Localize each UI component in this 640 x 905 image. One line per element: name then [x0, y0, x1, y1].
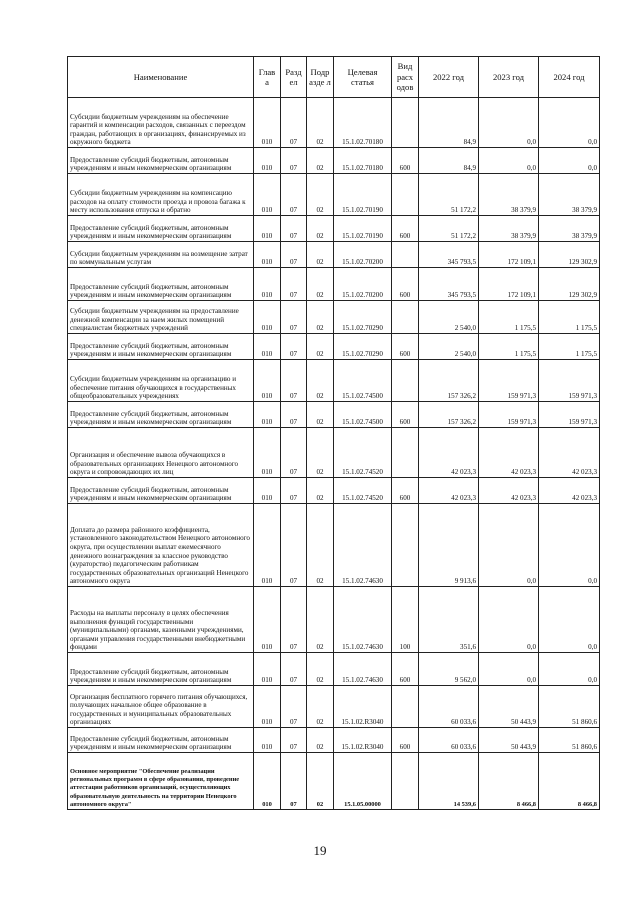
cell-podrazdel: 02	[307, 242, 334, 268]
cell-target: 15.1.05.00000	[334, 753, 392, 810]
cell-glava: 010	[254, 301, 281, 334]
cell-razdel: 07	[281, 402, 307, 428]
cell-y2022: 157 326,2	[419, 402, 479, 428]
table-row	[68, 174, 600, 216]
cell-y2024: 159 971,3	[539, 360, 600, 402]
cell-target: 15.1.02.74500	[334, 402, 392, 428]
cell-y2022: 42 023,3	[419, 428, 479, 478]
cell-podrazdel: 02	[307, 216, 334, 242]
cell-y2024: 129 302,9	[539, 268, 600, 301]
budget-table	[67, 56, 600, 810]
page-number: 19	[313, 843, 327, 858]
cell-podrazdel: 02	[307, 301, 334, 334]
cell-y2023: 1 175,5	[479, 334, 539, 360]
cell-podrazdel: 02	[307, 478, 334, 504]
cell-y2024: 38 379,9	[539, 174, 600, 216]
cell-razdel: 07	[281, 98, 307, 148]
cell-y2024: 159 971,3	[539, 402, 600, 428]
cell-vid: 600	[392, 148, 419, 174]
header-target: Целевая статья	[334, 57, 392, 98]
cell-y2022: 351,6	[419, 587, 479, 653]
cell-y2022: 51 172,2	[419, 174, 479, 216]
cell-razdel: 07	[281, 587, 307, 653]
table-row	[68, 478, 600, 504]
cell-target: 15.1.02.70200	[334, 242, 392, 268]
cell-name: Предоставление субсидий бюджетным, автономным учреждениям и иным некоммерческим организациям	[68, 402, 254, 428]
cell-name: Предоставление субсидий бюджетным, автономным учреждениям и иным некоммерческим организациям	[68, 478, 254, 504]
cell-glava: 010	[254, 98, 281, 148]
cell-vid	[392, 686, 419, 728]
cell-podrazdel: 02	[307, 728, 334, 753]
cell-target: 15.1.02.70290	[334, 334, 392, 360]
cell-glava: 010	[254, 504, 281, 587]
cell-razdel: 07	[281, 174, 307, 216]
cell-y2023: 0,0	[479, 148, 539, 174]
cell-name: Субсидии бюджетным учреждениям на обеспечение гарантий и компенсации расходов, связанных с переездом граждан, работающих в организациях, финансируемых из окружного бюджета	[68, 98, 254, 148]
cell-razdel: 07	[281, 148, 307, 174]
cell-name: Субсидии бюджетным учреждениям на возмещение затрат по коммунальным услугам	[68, 242, 254, 268]
cell-glava: 010	[254, 360, 281, 402]
cell-podrazdel: 02	[307, 428, 334, 478]
cell-y2024: 0,0	[539, 504, 600, 587]
cell-razdel: 07	[281, 360, 307, 402]
cell-razdel: 07	[281, 301, 307, 334]
cell-y2022: 9 913,6	[419, 504, 479, 587]
cell-name: Предоставление субсидий бюджетным, автономным учреждениям и иным некоммерческим организациям	[68, 728, 254, 753]
cell-razdel: 07	[281, 504, 307, 587]
cell-glava: 010	[254, 653, 281, 686]
cell-razdel: 07	[281, 753, 307, 810]
cell-target: 15.1.02.74520	[334, 478, 392, 504]
table-row	[68, 268, 600, 301]
cell-target: 15.1.02.70200	[334, 268, 392, 301]
cell-razdel: 07	[281, 242, 307, 268]
cell-target: 15.1.02.70190	[334, 216, 392, 242]
header-razdel: Разд ел	[281, 57, 307, 98]
cell-y2022: 345 793,5	[419, 268, 479, 301]
cell-podrazdel: 02	[307, 686, 334, 728]
cell-target: 15.1.02.74630	[334, 504, 392, 587]
cell-y2024: 0,0	[539, 653, 600, 686]
cell-glava: 010	[254, 334, 281, 360]
cell-target: 15.1.02.R3040	[334, 728, 392, 753]
cell-glava: 010	[254, 174, 281, 216]
cell-y2024: 42 023,3	[539, 428, 600, 478]
cell-vid: 600	[392, 268, 419, 301]
cell-vid	[392, 753, 419, 810]
cell-y2022: 84,9	[419, 98, 479, 148]
cell-razdel: 07	[281, 216, 307, 242]
cell-name: Предоставление субсидий бюджетным, автономным учреждениям и иным некоммерческим организациям	[68, 334, 254, 360]
cell-glava: 010	[254, 242, 281, 268]
table-row	[68, 242, 600, 268]
cell-glava: 010	[254, 753, 281, 810]
cell-podrazdel: 02	[307, 753, 334, 810]
cell-y2023: 42 023,3	[479, 428, 539, 478]
cell-vid: 100	[392, 587, 419, 653]
cell-glava: 010	[254, 478, 281, 504]
cell-glava: 010	[254, 216, 281, 242]
cell-glava: 010	[254, 268, 281, 301]
cell-name: Предоставление субсидий бюджетным, автономным учреждениям и иным некоммерческим организациям	[68, 653, 254, 686]
cell-glava: 010	[254, 587, 281, 653]
cell-target: 15.1.02.70290	[334, 301, 392, 334]
cell-target: 15.1.02.74630	[334, 587, 392, 653]
cell-vid: 600	[392, 728, 419, 753]
cell-y2024: 0,0	[539, 148, 600, 174]
cell-vid: 600	[392, 402, 419, 428]
header-podrazdel: Подр азде л	[307, 57, 334, 98]
cell-vid: 600	[392, 334, 419, 360]
cell-y2022: 9 562,0	[419, 653, 479, 686]
cell-y2023: 42 023,3	[479, 478, 539, 504]
cell-vid: 600	[392, 478, 419, 504]
cell-y2023: 159 971,3	[479, 402, 539, 428]
cell-y2022: 60 033,6	[419, 686, 479, 728]
header-2023: 2023 год	[479, 57, 539, 98]
table-row	[68, 98, 600, 148]
cell-vid: 600	[392, 216, 419, 242]
table-row	[68, 334, 600, 360]
cell-name: Организация и обеспечение вывоза обучающихся в образовательных организациях Ненецкого автономного округа и сопровождающих их лиц	[68, 428, 254, 478]
cell-name: Основное мероприятие "Обеспечение реализации региональных программ в сфере образования, проведение аттестации работников организаций, осуществляющих образовательную деятельность на территории Ненецкого автономного округа"	[68, 753, 254, 810]
cell-target: 15.1.02.74520	[334, 428, 392, 478]
cell-name: Предоставление субсидий бюджетным, автономным учреждениям и иным некоммерческим организациям	[68, 268, 254, 301]
cell-razdel: 07	[281, 653, 307, 686]
cell-y2024: 42 023,3	[539, 478, 600, 504]
cell-y2023: 0,0	[479, 98, 539, 148]
table-row	[68, 728, 600, 753]
cell-target: 15.1.02.74630	[334, 653, 392, 686]
cell-podrazdel: 02	[307, 334, 334, 360]
cell-name: Организация бесплатного горячего питания обучающихся, получающих начальное общее образование в государственных и муниципальных образовательных организациях	[68, 686, 254, 728]
cell-y2024: 38 379,9	[539, 216, 600, 242]
cell-y2024: 8 466,8	[539, 753, 600, 810]
cell-razdel: 07	[281, 334, 307, 360]
header-row	[68, 57, 600, 98]
cell-razdel: 07	[281, 686, 307, 728]
cell-podrazdel: 02	[307, 402, 334, 428]
cell-y2024: 51 860,6	[539, 728, 600, 753]
cell-podrazdel: 02	[307, 653, 334, 686]
cell-target: 15.1.02.70190	[334, 174, 392, 216]
cell-name: Предоставление субсидий бюджетным, автономным учреждениям и иным некоммерческим организациям	[68, 216, 254, 242]
cell-y2024: 1 175,5	[539, 301, 600, 334]
cell-name: Предоставление субсидий бюджетным, автономным учреждениям и иным некоммерческим организациям	[68, 148, 254, 174]
cell-podrazdel: 02	[307, 98, 334, 148]
table-row	[68, 216, 600, 242]
table-row	[68, 148, 600, 174]
cell-y2023: 8 466,8	[479, 753, 539, 810]
table-row	[68, 753, 600, 810]
cell-razdel: 07	[281, 428, 307, 478]
cell-y2023: 159 971,3	[479, 360, 539, 402]
cell-y2024: 0,0	[539, 587, 600, 653]
cell-y2024: 0,0	[539, 98, 600, 148]
cell-y2023: 172 109,1	[479, 268, 539, 301]
cell-y2024: 1 175,5	[539, 334, 600, 360]
cell-vid: 600	[392, 653, 419, 686]
cell-y2022: 2 540,0	[419, 334, 479, 360]
table-row	[68, 402, 600, 428]
cell-name: Расходы на выплаты персоналу в целях обеспечения выполнения функций государственными (муниципальными) органами, казенными учреждениями, органами управления государственными внебюджетными фондами	[68, 587, 254, 653]
table-row	[68, 428, 600, 478]
cell-razdel: 07	[281, 728, 307, 753]
cell-razdel: 07	[281, 268, 307, 301]
table-row	[68, 504, 600, 587]
table-row	[68, 360, 600, 402]
header-glava: Глав а	[254, 57, 281, 98]
cell-name: Субсидии бюджетным учреждениям на организацию и обеспечение питания обучающихся в государственных общеобразовательных учреждениях	[68, 360, 254, 402]
cell-podrazdel: 02	[307, 587, 334, 653]
cell-y2022: 2 540,0	[419, 301, 479, 334]
cell-glava: 010	[254, 728, 281, 753]
table-row	[68, 587, 600, 653]
cell-podrazdel: 02	[307, 148, 334, 174]
cell-name: Субсидии бюджетным учреждениям на предоставление денежной компенсации за наем жилых помещений специалистам бюджетных учреждений	[68, 301, 254, 334]
cell-y2023: 38 379,9	[479, 174, 539, 216]
cell-glava: 010	[254, 402, 281, 428]
cell-podrazdel: 02	[307, 360, 334, 402]
cell-target: 15.1.02.74500	[334, 360, 392, 402]
cell-target: 15.1.02.R3040	[334, 686, 392, 728]
cell-glava: 010	[254, 686, 281, 728]
cell-y2023: 50 443,9	[479, 728, 539, 753]
cell-podrazdel: 02	[307, 174, 334, 216]
cell-y2023: 172 109,1	[479, 242, 539, 268]
cell-y2022: 84,9	[419, 148, 479, 174]
cell-vid	[392, 174, 419, 216]
cell-name: Доплата до размера районного коэффициента, установленного законодательством Ненецкого автономного округа, при осуществлении выплат ежемесячного денежного вознаграждения за классное руководство (кураторство) педагогическим работникам государственных образовательных организаций Ненецкого автономного округа	[68, 504, 254, 587]
cell-vid	[392, 504, 419, 587]
cell-y2022: 345 793,5	[419, 242, 479, 268]
cell-podrazdel: 02	[307, 504, 334, 587]
cell-target: 15.1.02.70180	[334, 98, 392, 148]
table-row	[68, 653, 600, 686]
cell-vid	[392, 242, 419, 268]
cell-y2024: 129 302,9	[539, 242, 600, 268]
cell-y2023: 0,0	[479, 587, 539, 653]
cell-vid	[392, 428, 419, 478]
cell-y2023: 1 175,5	[479, 301, 539, 334]
cell-glava: 010	[254, 428, 281, 478]
header-vid: Вид расх одов	[392, 57, 419, 98]
table-row	[68, 301, 600, 334]
cell-y2023: 0,0	[479, 653, 539, 686]
cell-y2022: 157 326,2	[419, 360, 479, 402]
cell-target: 15.1.02.70180	[334, 148, 392, 174]
cell-y2024: 51 860,6	[539, 686, 600, 728]
cell-razdel: 07	[281, 478, 307, 504]
cell-y2023: 38 379,9	[479, 216, 539, 242]
cell-y2022: 14 539,6	[419, 753, 479, 810]
cell-y2022: 60 033,6	[419, 728, 479, 753]
cell-y2023: 0,0	[479, 504, 539, 587]
header-2024: 2024 год	[539, 57, 600, 98]
cell-glava: 010	[254, 148, 281, 174]
header-name: Наименование	[68, 57, 254, 98]
cell-vid	[392, 301, 419, 334]
cell-y2022: 42 023,3	[419, 478, 479, 504]
cell-vid	[392, 98, 419, 148]
cell-y2023: 50 443,9	[479, 686, 539, 728]
cell-name: Субсидии бюджетным учреждениям на компенсацию расходов на оплату стоимости проезда и провоза багажа к месту использования отпуска и обратно	[68, 174, 254, 216]
cell-vid	[392, 360, 419, 402]
cell-y2022: 51 172,2	[419, 216, 479, 242]
table-row	[68, 686, 600, 728]
header-2022: 2022 год	[419, 57, 479, 98]
cell-podrazdel: 02	[307, 268, 334, 301]
